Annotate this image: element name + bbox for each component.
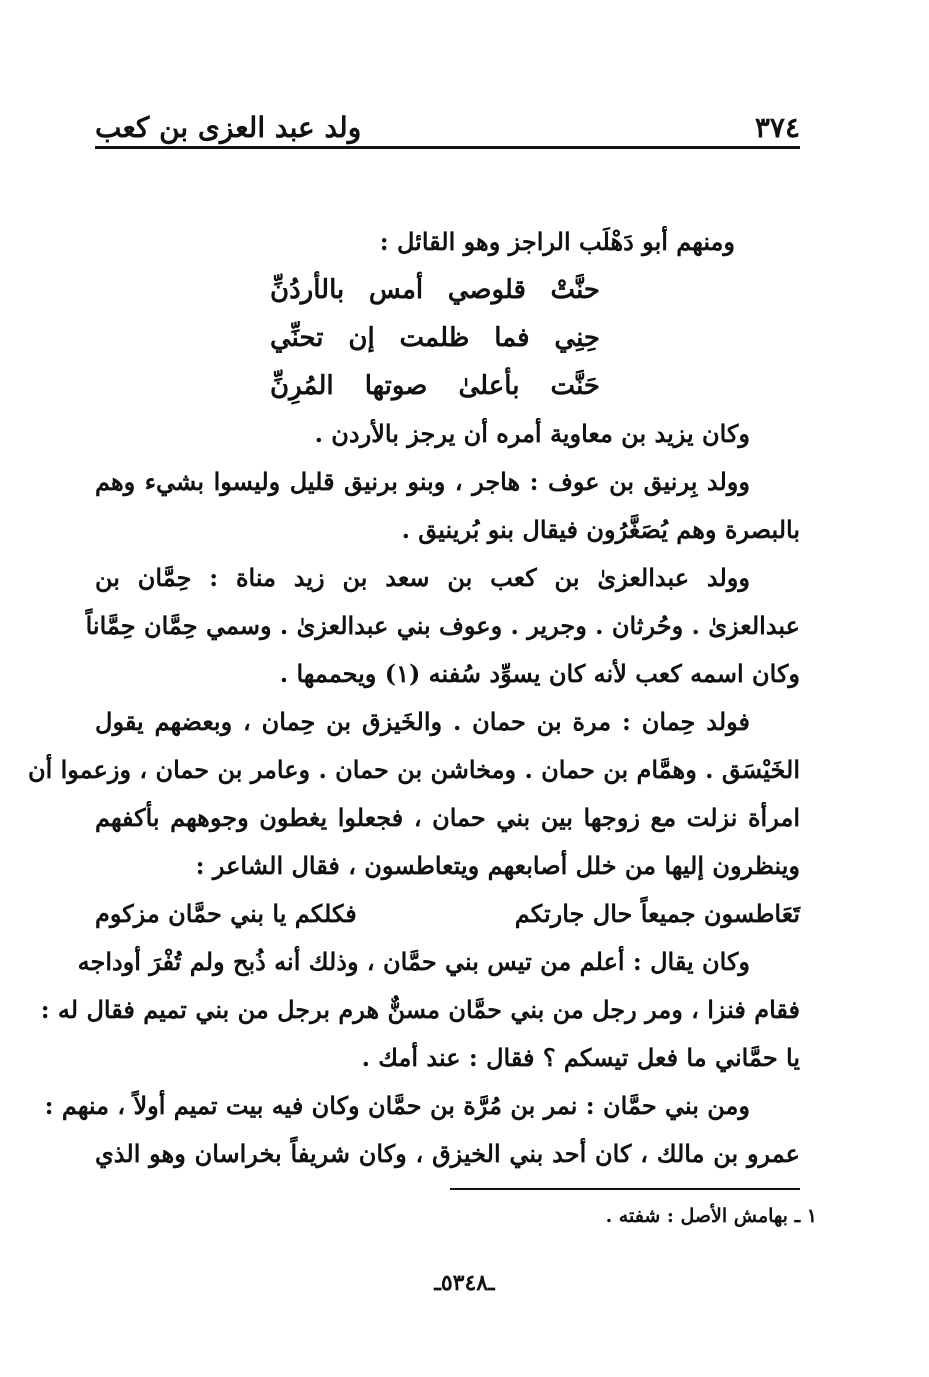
paragraph-line: وكان اسمه كعب لأنه كان يسوِّد سُفنه (١) ويحممها . <box>279 659 800 688</box>
paragraph-line: عمرو بن مالك ، كان أحد بني الخيزق ، وكان شريفاً بخراسان وهو الذي <box>95 1139 800 1168</box>
header-divider <box>95 146 800 149</box>
paragraph-line: ومن بني حمَّان : نمر بن مُرَّة بن حمَّان وكان فيه بيت تميم أولاً ، منهم : <box>44 1091 750 1120</box>
main-text <box>27 218 800 1178</box>
footer-page-number: ـ٥٣٤٨ـ <box>434 1270 495 1296</box>
intro-line: ومنهم أبو دَهْلَب الراجز وهو القائل : <box>379 227 735 256</box>
paragraph-line: عبدالعزىٰ . وحُرثان . وجرير . وعوف بني عبدالعزىٰ . وسمي حِمَّان حِمَّاناً <box>85 611 800 640</box>
footnote: ١ ـ بهامش الأصل : شفته . <box>605 1205 817 1227</box>
paragraph-line: فولد حِمان : مرة بن حمان . والخَيزق بن حِمان ، وبعضهم يقول <box>95 707 750 736</box>
verse-line: حِنِي فما ظلمت إن تحنِّي <box>270 323 600 353</box>
footnote-divider <box>450 1188 800 1190</box>
paragraph-line: وولد عبدالعزىٰ بن كعب بن سعد بن زيد مناة : حِمَّان بن <box>95 563 750 592</box>
header-page-number: ٣٧٤ <box>754 111 800 144</box>
header-title: ولد عبد العزى بن كعب <box>95 111 362 144</box>
couplet-second-hemistich: فكلكم يا بني حمَّان مزكوم <box>95 899 357 928</box>
paragraph-line: يا حمَّاني ما فعل تيسكم ؟ فقال : عند أمك . <box>361 1043 800 1072</box>
verse-line: حنَّتْ قلوصي أمس بالأردُنِّ <box>270 275 600 305</box>
paragraph-line: وولد بِرنيق بن عوف : هاجر ، وبنو برنيق قليل وليسوا بشيء وهم <box>95 467 750 496</box>
couplet-first-hemistich: تَعَاطسون جميعاً حال جارتكم <box>514 899 800 928</box>
paragraph-line: فقام فنزا ، ومر رجل من بني حمَّان مسنٌّ هرم برجل من بني تميم فقال له : <box>40 995 800 1024</box>
paragraph-line: وكان يزيد بن معاوية أمره أن يرجز بالأردن . <box>314 419 750 448</box>
paragraph-line: وينظرون إليها من خلل أصابعهم ويتعاطسون ، فقال الشاعر : <box>195 851 800 880</box>
verse-line: حَنَّت بأعلىٰ صوتها المُرِنِّ <box>270 371 600 401</box>
paragraph-line: بالبصرة وهم يُصَغَّرُون فيقال بنو بُرينيق . <box>401 515 800 544</box>
running-header <box>95 100 800 144</box>
verse-couplet <box>95 890 800 938</box>
paragraph-line: وكان يقال : أعلم من تيس بني حمَّان ، وذلك أنه ذُبح ولم تُفْرَ أوداجه <box>77 947 750 976</box>
paragraph-line: الخَيْسَق . وهمَّام بن حمان . ومخاشن بن حمان . وعامر بن حمان ، وزعموا أن <box>27 755 800 784</box>
paragraph-line: امرأة نزلت مع زوجها بين بني حمان ، فجعلوا يغطون وجوههم بأكفهم <box>95 803 800 832</box>
